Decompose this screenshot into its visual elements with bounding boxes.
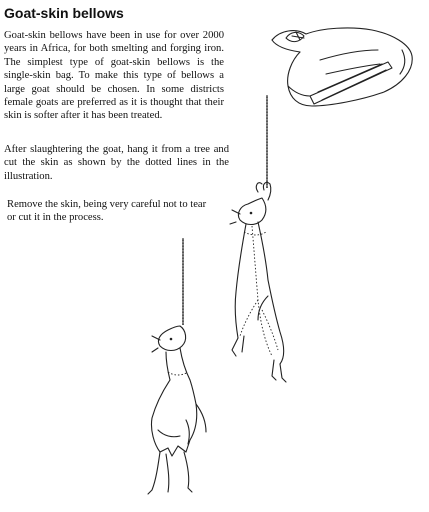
hanging-goat-dotted-cut-drawing (230, 95, 286, 382)
skin-removal-paragraph: Remove the skin, being very careful not to tear or cut it in the process. (7, 199, 207, 224)
slaughter-paragraph: After slaughtering the goat, hang it from a tree and cut the skin as shown by the dotted lines in the illustration. (4, 144, 229, 182)
page-title: Goat-skin bellows (4, 5, 124, 21)
intro-paragraph: Goat-skin bellows have been in use for over 2000 years in Africa, for both smelting and forging iron. The simplest type of goat-skin bellows is the single-skin bag. To make this type of bellows a large goat should be chosen. In some districts female goats are preferred as it is thought that their skin is softer after it has been treated. (4, 30, 224, 122)
hanging-goat-skinning-drawing (148, 238, 206, 494)
bellows-bag-drawing (272, 28, 412, 106)
